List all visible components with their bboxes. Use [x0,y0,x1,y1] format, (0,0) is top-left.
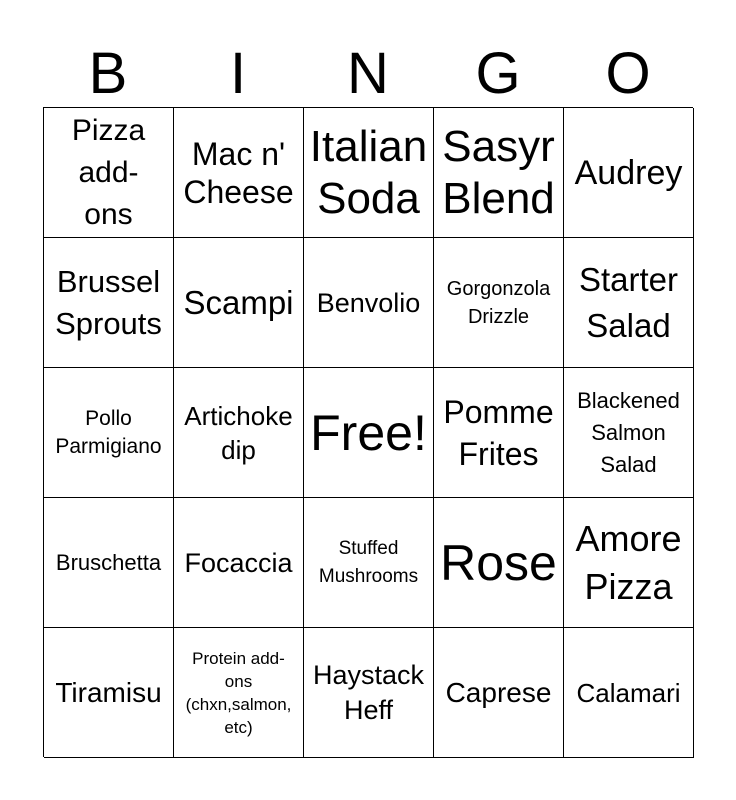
bingo-cell[interactable]: Calamari [564,628,694,758]
header-letter-n: N [347,41,389,106]
bingo-cell[interactable]: Protein add- ons (chxn,salmon, etc) [174,628,304,758]
bingo-cell[interactable]: Mac n' Cheese [174,108,304,238]
bingo-cell[interactable]: Audrey [564,108,694,238]
bingo-cell[interactable]: Caprese [434,628,564,758]
header-letter-b: B [88,41,128,106]
bingo-cell[interactable]: Rose [434,498,564,628]
bingo-cell[interactable]: Pomme Frites [434,368,564,498]
bingo-cell[interactable]: Blackened Salmon Salad [564,368,694,498]
header-letter-o: O [605,41,651,106]
bingo-cell[interactable]: Artichoke dip [174,368,304,498]
bingo-cell[interactable]: Italian Soda [304,108,434,238]
bingo-cell[interactable]: Benvolio [304,238,434,368]
free-space[interactable]: Free! [304,368,434,498]
bingo-cell[interactable]: Amore Pizza [564,498,694,628]
bingo-cell[interactable]: Focaccia [174,498,304,628]
header-letter-g: G [475,41,521,106]
bingo-cell[interactable]: Sasyr Blend [434,108,564,238]
bingo-cell[interactable]: Stuffed Mushrooms [304,498,434,628]
header-letter-i: I [229,41,247,106]
bingo-header [43,40,693,108]
bingo-cell[interactable]: Bruschetta [44,498,174,628]
bingo-cell[interactable]: Haystack Heff [304,628,434,758]
bingo-cell[interactable]: Pizza add- ons [44,108,174,238]
bingo-cell[interactable]: Scampi [174,238,304,368]
bingo-cell[interactable]: Starter Salad [564,238,694,368]
bingo-cell[interactable]: Gorgonzola Drizzle [434,238,564,368]
bingo-cell[interactable]: Brussel Sprouts [44,238,174,368]
bingo-cell[interactable]: Tiramisu [44,628,174,758]
bingo-cell[interactable]: Pollo Parmigiano [44,368,174,498]
bingo-board [43,107,693,757]
